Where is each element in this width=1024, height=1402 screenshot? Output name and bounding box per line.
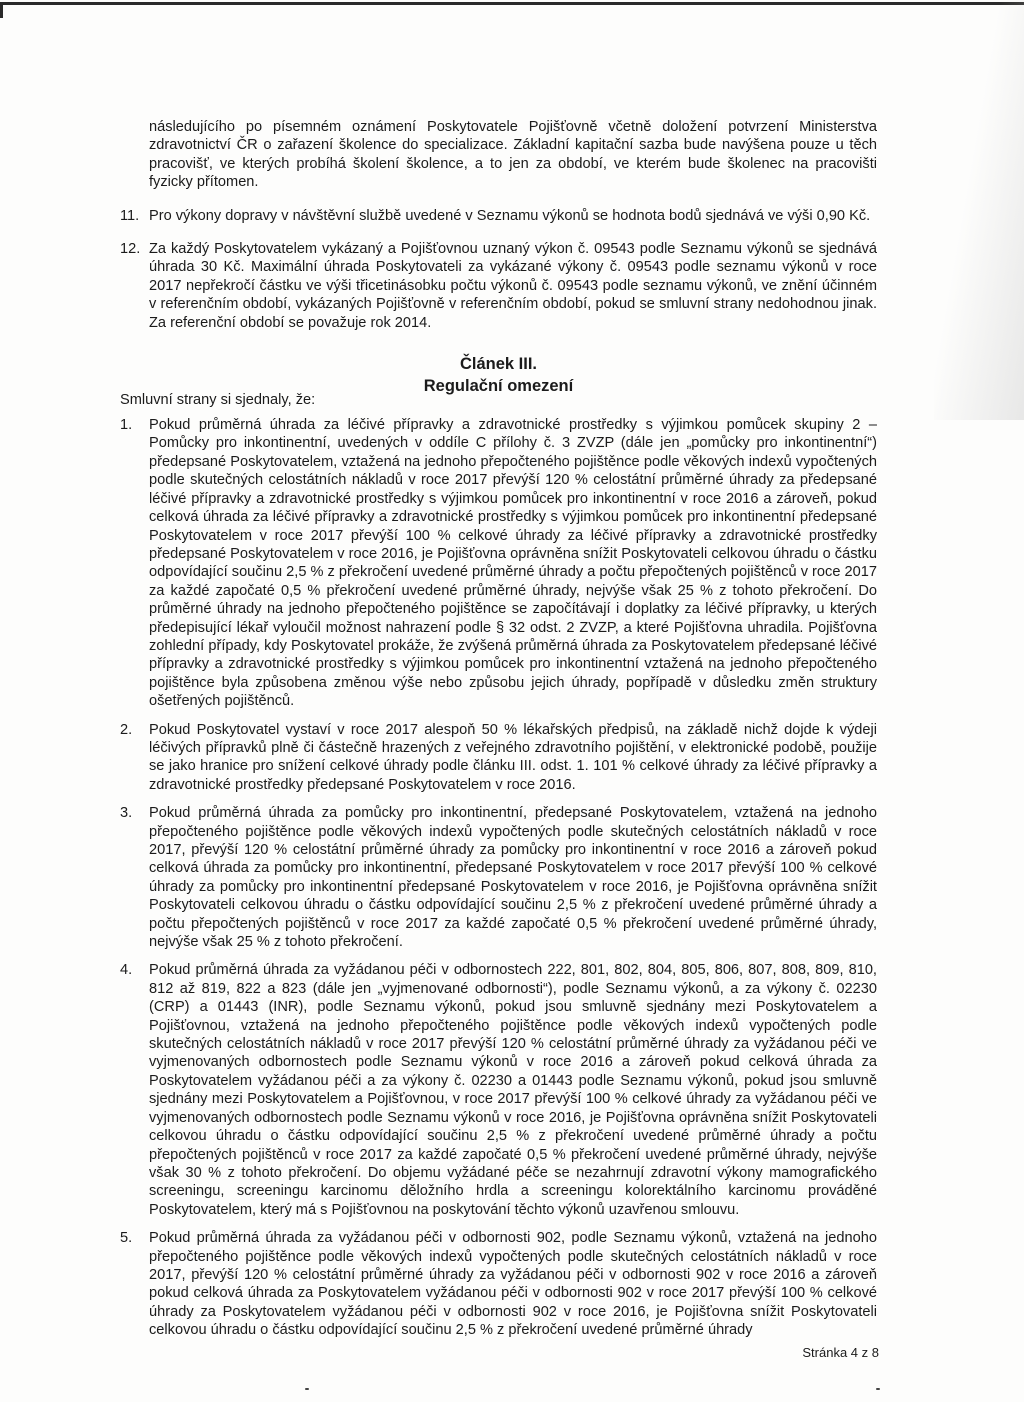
item-number: 5. <box>120 1230 133 1247</box>
item-text: Pokud průměrná úhrada za vyžádanou péči v odbornosti 902, podle Seznamu výkonů, vztažená na jednoho přepočteného pojištěnce podle věkových indexů vypočtených podle skutečných celostátních nákladů v roce 2017, převýší 120 % celostátní průměrné úhrady za vyžádanou péči v odbornosti 902 v roce 2016 a zároveň pokud celková úhrada za Poskytovatelem vyžádanou péči v odbornosti 902 v roce 2017 převýší 100 % celkové úhrady za Poskytovatelem vyžádanou péči v odbornosti 902 v roce 2016, je Pojišťovna snížit Poskytovateli celkovou úhradu o částku odpovídající součinu 2,5 % z překročení uvedené průměrné úhrady <box>149 1230 877 1339</box>
regulation-item-4 <box>120 961 877 1219</box>
regulation-item-1 <box>120 416 877 711</box>
scan-corner-mark <box>0 2 3 18</box>
item-text: Pokud průměrná úhrada za léčivé přípravky a zdravotnické prostředky s výjimkou pomůcek skupiny 2 – Pomůcky pro inkontinentní, uvedených v oddíle C přílohy č. 3 ZVZP (dále jen „pomůcky pro inkontinentní“) předepsané Poskytovatelem, vztažená na jednoho přepočteného pojištěnce podle věkových indexů vypočtených podle skutečných celostátních nákladů v roce 2017 převýší 120 % celostátní průměrné úhrady za předepsané léčivé přípravky a zdravotnické prostředky s výjimkou pomůcek pro inkontinentní v roce 2016 a zároveň, pokud celková úhrada za léčivé přípravky a zdravotnické prostředky s výjimkou pomůcek pro inkontinentní předepsané Poskytovatelem v roce 2017 převýší 100 % celkové úhrady za léčivé přípravky a zdravotnické prostředky předepsané Poskytovatelem v roce 2016, je Pojišťovna oprávněna snížit Poskytovateli celkovou úhradu o částku odpovídající součinu 2,5 % z překročení uvedené průměrné úhrady a počtu přepočtených pojištěnců v roce 2017 za každé započaté 0,5 % překročení uvedené průměrné úhrady, nejvýše však 25 % z tohoto překročení. Do průměrné úhrady na jednoho přepočteného pojištěnce se započítávají i doplatky za léčivé přípravky, u kterých předepisující lékař vyloučil možnost nahrazení podle § 32 odst. 2 ZVZP, a které Pojišťovna uhradila. Pojišťovna zohlední případy, kdy Poskytovatel prokáže, že zvýšená průměrná úhrada za Poskytovatelem předepsané léčivé přípravky a zdravotnické prostředky s výjimkou pomůcek pro inkontinentní vztažená na jednoho přepočteného pojištěnce byla způsobena změnou výše nebo způsobu jejich úhrady, popřípadě v důsledku změn struktury ošetřených pojištěnců. <box>149 417 877 710</box>
item-number: 11. <box>120 207 140 224</box>
intro-paragraph: následujícího po písemném oznámení Poskytovatele Pojišťovně včetně doložení potvrzení Ministerstva zdravotnictví ČR o zařazení školence do specializace. Základní kapitační sazba bude navýšena pouze u těch pracovišť, ve kterých probíhá školení školence, a to jen za období, ve kterém bude školenec na pracovišti fyzicky přítomen. <box>149 119 877 191</box>
item-number: 1. <box>120 417 133 434</box>
item-text: Za každý Poskytovatelem vykázaný a Pojišťovnou uznaný výkon č. 09543 podle Seznamu výkonů se sjednává úhrada 30 Kč. Maximální úhrada Poskytovateli za vykázané výkony č. 09543 podle seznamu výkonů v roce 2017 nepřekročí částku ve výši třicetinásobku počtu výkonů č. 09543 podle seznamu výkonů, ve znění účinném v referenčním období, vykázaných Pojišťovně v referenčním období, pokud se smluvní strany nedohodnou jinak. Za referenční období se považuje rok 2014. <box>149 241 877 331</box>
article-heading-block <box>120 348 877 410</box>
scan-border-line <box>0 2 1024 5</box>
item-text: Pokud průměrná úhrada za pomůcky pro inkontinentní, předepsané Poskytovatelem, vztažená na jednoho přepočteného pojištěnce podle věkových indexů vypočtených podle skutečných celostátních nákladů v roce 2017, převýší 120 % celostátní průměrné úhrady za pomůcky pro inkontinentní v roce 2016 a zároveň pokud celková úhrada za pomůcky pro inkontinentní, předepsané Poskytovatelem v roce 2017 převýší 100 % celkové úhrady za pomůcky pro inkontinentní předepsané Poskytovatelem v roce 2016, je Pojišťovna oprávněna snížit Poskytovateli celkovou úhradu o částku odpovídající součinu 2,5 % z překročení uvedené průměrné úhrady a počtu přepočtených pojištěnců v roce 2017 za každé započaté 0,5 % překročení uvedené průměrné úhrady, nejvýše však 25 % z tohoto překročení. <box>149 805 877 951</box>
item-number: 2. <box>120 721 133 738</box>
article-subtitle: Regulační omezení <box>423 377 574 396</box>
document-body <box>120 118 877 1340</box>
scan-speck <box>876 1388 880 1390</box>
regulation-item-3 <box>120 804 877 951</box>
regulation-item-2 <box>120 721 877 795</box>
article-title: Článek III. <box>459 355 538 374</box>
item-number: 3. <box>120 805 133 822</box>
item-text: Pro výkony dopravy v návštěvní službě uvedené v Seznamu výkonů se hodnota bodů sjednává ve výši 0,90 Kč. <box>149 207 871 224</box>
numbered-item-12 <box>120 240 877 332</box>
numbered-item-11 <box>120 207 877 225</box>
regulation-item-5 <box>120 1229 877 1339</box>
item-number: 4. <box>120 962 133 979</box>
page-number: Stránka 4 z 8 <box>802 1345 879 1360</box>
parties-agreed-line: Smluvní strany si sjednaly, že: <box>120 392 316 409</box>
scan-shadow-edge <box>934 0 1024 420</box>
item-number: 12. <box>120 241 141 258</box>
item-text: Pokud průměrná úhrada za vyžádanou péči v odbornostech 222, 801, 802, 804, 805, 806, 807, 808, 809, 810, 812 až 819, 822 a 823 (dále jen „vyjmenované odbornosti“), podle Seznamu výkonů, a za výkony č. 02230 (CRP) a 01443 (INR), podle Seznamu výkonů, pokud jsou smluvně sjednány mezi Poskytovatelem a Pojišťovnou, vztažená na jednoho přepočteného pojištěnce podle věkových indexů vypočtených podle skutečných celostátních nákladů v roce 2017 převýší 120 % celostátní průměrné úhrady za vyžádanou péči ve vyjmenovaných odbornostech podle Seznamu výkonů v roce 2016 a zároveň pokud celková úhrada za Poskytovatelem vyžádanou péči a za výkony č. 02230 a 01443 podle Seznamu výkonů, pokud jsou smluvně sjednány mezi Poskytovatelem a Pojišťovnou, v roce 2017 převýší 100 % celkové úhrady za vyžádanou péči ve vyjmenovaných odbornostech podle Seznamu výkonů v roce 2016, je Pojišťovna oprávněna snížit Poskytovateli celkovou úhradu o částku odpovídající součinu 2,5 % z překročení uvedené průměrné úhrady a počtu přepočtených pojištěnců v roce 2017 za každé započaté 0,5 % překročení uvedené průměrné úhrady, nejvýše však 30 % z tohoto překročení. Do objemu vyžádané péče se nezahrnují zdravotní výkony mamografického screeningu, screeningu karcinomu děložního hrdla a screeningu kolorektálního karcinomu prováděné Poskytovatelem, který má s Pojišťovnou na poskytování těchto výkonů uzavřenou smlouvu. <box>149 962 877 1218</box>
scan-speck <box>305 1388 309 1390</box>
item-text: Pokud Poskytovatel vystaví v roce 2017 alespoň 50 % lékařských předpisů, na základě nichž dojde k výdeji léčivých přípravků plně či částečně hrazených z veřejného zdravotního pojištění, v elektronické podobě, použije se jako hranice pro snížení celkové úhrady podle článku III. odst. 1. 101 % celkové úhrady za léčivé přípravky a zdravotnické prostředky předepsané Poskytovatelem v roce 2016. <box>149 721 877 793</box>
